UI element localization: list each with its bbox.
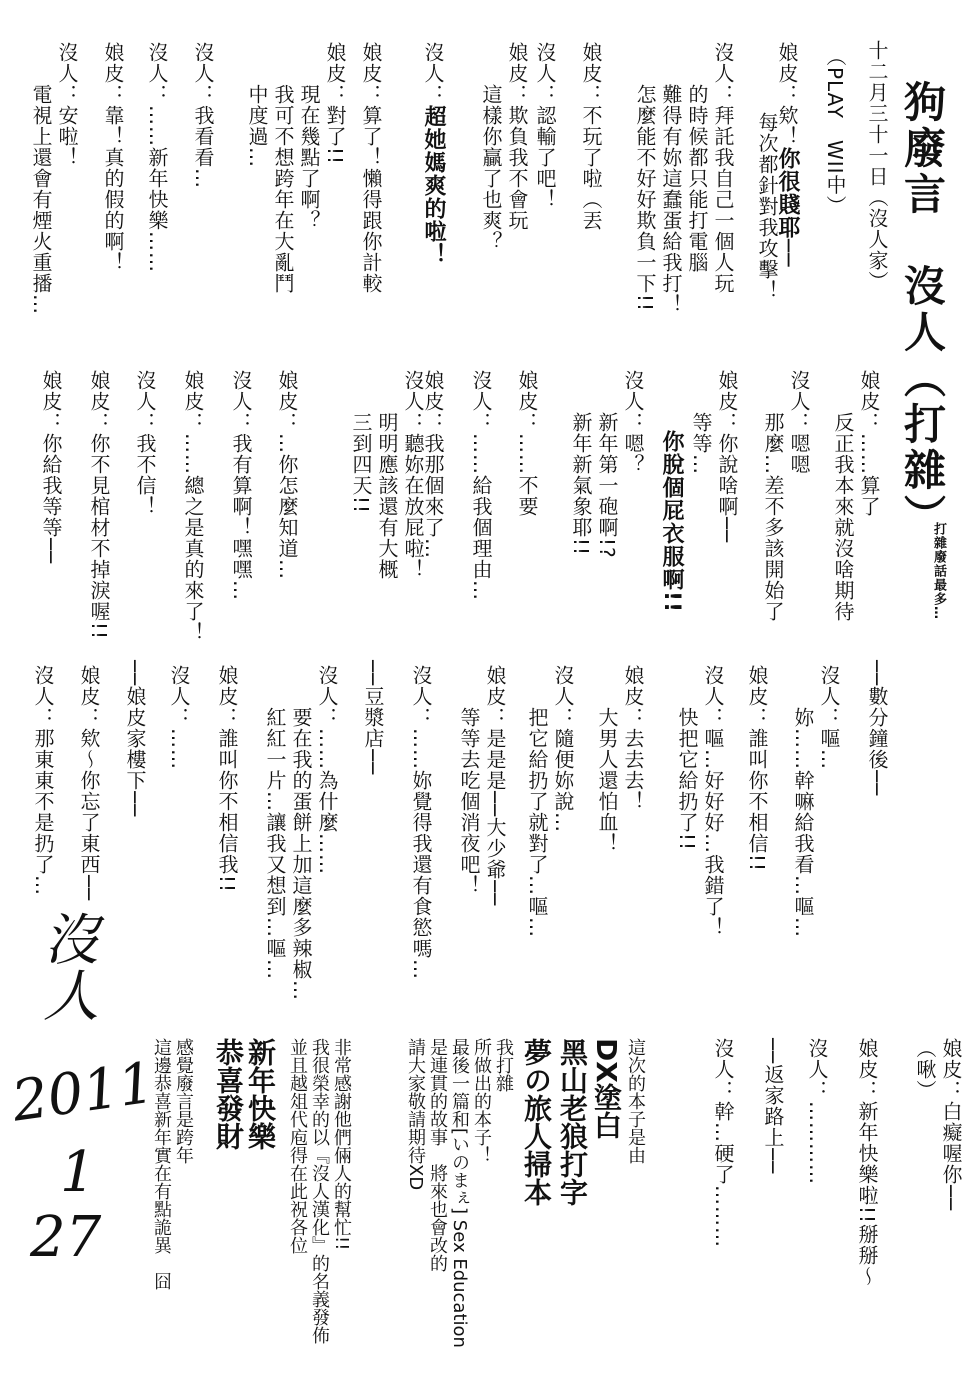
dialogue-line: 娘皮：誰叫你不相信我!!	[215, 665, 239, 894]
dialogue-line: 沒人：…………	[805, 1038, 829, 1185]
dialogue-line: 娘皮：我那個來了…	[421, 370, 445, 559]
dialogue-line: 沒人：我不信！	[133, 370, 157, 517]
scene-marker: ──數分鐘後──	[865, 660, 889, 797]
dialogue-line: 娘皮：你不見棺材不掉淚喔!!	[87, 370, 111, 641]
dialogue-line: 你脫個屁衣服啊!!	[659, 430, 684, 614]
dialogue-line: 沒人：……為什麼…… 要在我的蛋餅上加這麼多辣椒… 紅紅一片…讓我又想到…嘔…	[263, 665, 339, 1001]
dialogue-line: 沒人：幹…硬了………	[711, 1038, 735, 1248]
signature-month: 1	[60, 1140, 96, 1205]
dialogue-line: 沒人：……給我個理由…	[469, 370, 493, 601]
dialogue-line: 沒人：嗯？ 新年第一砲啊!? 新年新氣象耶!!	[569, 370, 645, 559]
dialogue-line: 娘皮：不玩了啦（丟	[579, 42, 603, 231]
dialogue-line: 娘皮：靠！真的假的啊！	[101, 42, 125, 273]
dialogue-line: 娘皮：去去去！ 大男人還怕血！	[595, 665, 645, 854]
dialogue-line: 沒人：我看看…	[191, 42, 215, 189]
credits-thanks: 非常感謝他們倆人的幫忙!! 我很榮幸的以『沒人漢化』的名義發佈 並且越俎代庖得在此祝各位	[287, 1038, 352, 1344]
dialogue-line: 沒人：拜託我自己一個人玩 的時候都只能打電腦 難得有妳這蠢蛋給我打！ 怎麼能不好好欺負一下!!	[633, 42, 735, 315]
dialogue-line: 娘皮：新年快樂啦!!掰掰～	[855, 1038, 879, 1288]
credits-newyear: 新年快樂 恭喜發財	[212, 1038, 277, 1150]
dialogue-line: 沒人：我有算啊！嘿嘿…	[229, 370, 253, 601]
dialogue-line: 娘皮：…你怎麼知道…	[275, 370, 299, 580]
dialogue-line: 娘皮：你給我等等──	[39, 370, 63, 565]
credits-dx: DX塗白	[590, 1038, 623, 1139]
dialogue-line: 沒人：聽妳在放屁啦！ 明明應該還有大概 三到四天!!	[349, 370, 425, 580]
dialogue-line: 沒人：那東東不是扔了…	[31, 665, 55, 896]
dialogue-line: 娘皮：白癡喔你── （啾）	[913, 1038, 963, 1212]
dialogue-line: 沒人：嘔…好好好…我錯了！ 快把它給扔了!!	[675, 665, 725, 938]
dialogue-line: 娘皮：……不要	[515, 370, 539, 517]
subtitle-note: 打雜廢話最多…	[931, 522, 946, 620]
wii-line: （PLAY WII中）	[823, 46, 847, 217]
dialogue-line: 沒人：認輸了吧！	[533, 42, 557, 210]
dialogue-line: 每次都針對我攻擊！	[755, 70, 779, 301]
dialogue-line: 沒人：超她媽爽的啦！	[421, 42, 446, 266]
dialogue-line: 娘皮：算了！懶得跟你計較	[359, 42, 383, 294]
credits-end: 感覺廢言是跨年 這邊恭喜新年實在有點詭異 囧	[151, 1038, 194, 1290]
dialogue-line: 娘皮：對了!! 現在幾點了啊？ 我可不想跨年在大亂鬥 中度過…	[245, 42, 347, 294]
dialogue-line: 沒人：安啦！ 電視上還會有煙火重播…	[29, 42, 79, 315]
scene-marker: ──娘皮家樓下──	[123, 660, 147, 818]
dialogue-line: 沒人：隨便妳說… 把它給扔了就對了…嘔…	[525, 665, 575, 938]
dialogue-line: 娘皮：你說啥啊── 等等…	[689, 370, 739, 544]
credits-body: 我打雜 所做出的本子！ 最後一篇和[いのまぇ] Sex Education 是連貫的故事 將來也會改的 請大家敬請期待XD	[405, 1038, 514, 1348]
dialogue-line: 娘皮：誰叫你不相信!!	[745, 665, 769, 873]
credits-kuro: 黑山老狼打字	[556, 1038, 589, 1206]
credits-yume: 夢の旅人掃本	[520, 1038, 553, 1206]
dialogue-line: 娘皮：是是是──大少爺── 等等去吃個消夜吧！	[457, 665, 507, 907]
credits-intro: 這次的本子是由	[625, 1038, 646, 1164]
date-line: 十二月三十一日（沒人家）	[865, 40, 889, 292]
dialogue-line: 沒人：嘔… 妳……幹嘛給我看…嘔…	[791, 665, 841, 938]
dialogue-line: 娘皮：……算了 反正我本來就沒啥期待	[831, 370, 881, 622]
scene-marker: ──豆漿店──	[361, 660, 385, 776]
dialogue-line: 娘皮：欸！你很賤耶──	[775, 42, 800, 268]
dialogue-line: 娘皮：欺負我不會玩 這樣你贏了也爽？	[479, 42, 529, 252]
dialogue-line: 沒人：嗯嗯 那麼…差不多該開始了	[761, 370, 811, 622]
dialogue-line: 沒人：……新年快樂……	[145, 42, 169, 273]
scene-marker: ──返家路上──	[761, 1038, 785, 1175]
signature-name: 沒人	[34, 910, 99, 1022]
signature-day: 27	[30, 1205, 102, 1270]
dialogue-line: 沒人：……妳覺得我還有食慾嗎…	[409, 665, 433, 980]
page-title: 狗廢言 沒人（打雜）	[898, 80, 947, 540]
dialogue-line: 娘皮：……總之是真的來了！	[181, 370, 205, 643]
signature-year: 2011	[8, 1050, 159, 1135]
dialogue-line: 娘皮：欸～你忘了東西──	[77, 665, 101, 902]
dialogue-line: 沒人：……	[167, 665, 191, 770]
